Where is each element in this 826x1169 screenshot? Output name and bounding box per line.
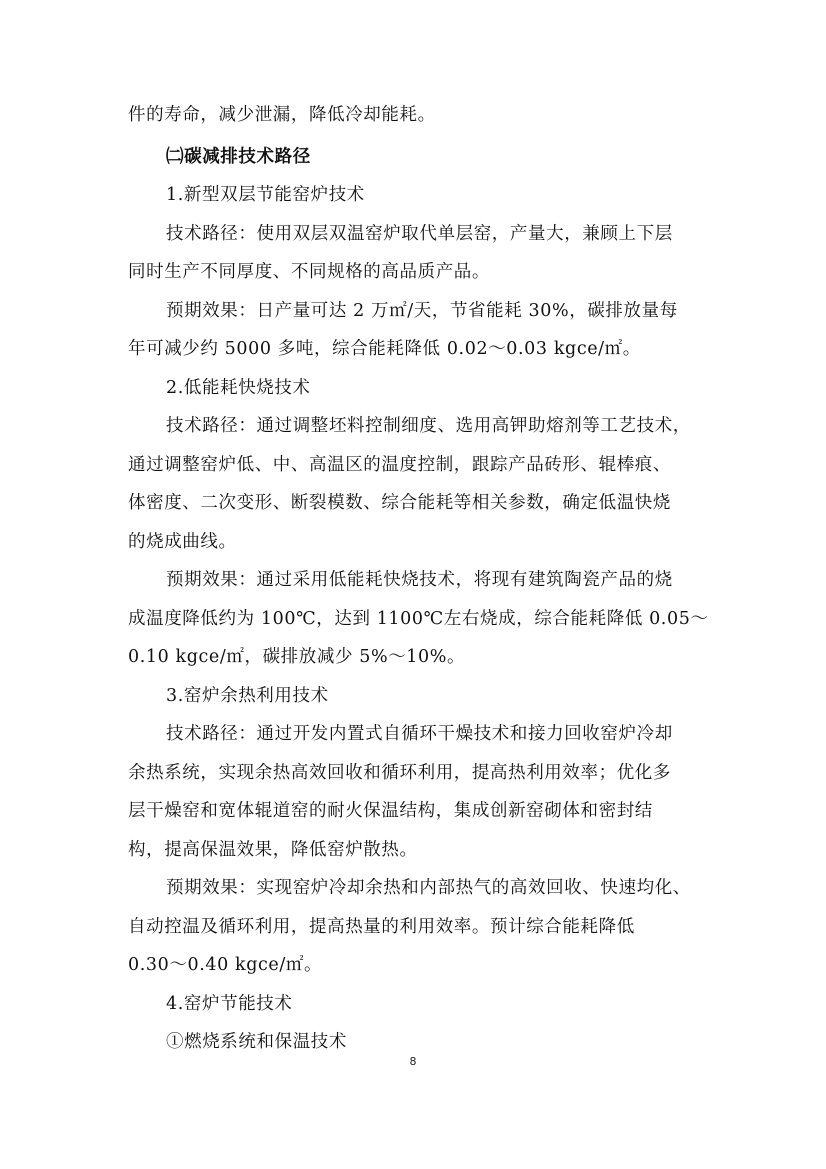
paragraph-line: 通过调整窑炉低、中、高温区的温度控制，跟踪产品砖形、辊棒痕、	[128, 455, 671, 475]
subsection-heading: 4.窑炉节能技术	[166, 994, 293, 1014]
paragraph-line: 年可减少约 5000 多吨，综合能耗降低 0.02～0.03 kgce/㎡。	[128, 339, 641, 359]
section-heading: ㈡碳减排技术路径	[166, 147, 311, 167]
paragraph-line: 余热系统，实现余热高效回收和循环利用，提高热利用效率；优化多	[128, 763, 671, 783]
paragraph-line: 自动控温及循环利用，提高热量的利用效率。预计综合能耗降低	[128, 917, 635, 937]
subsection-heading: 3.窑炉余热利用技术	[166, 686, 329, 706]
paragraph-line: 技术路径：通过开发内置式自循环干燥技术和接力回收窑炉冷却	[166, 724, 673, 744]
list-item: ①燃烧系统和保温技术	[166, 1032, 347, 1052]
subsection-heading: 2.低能耗快烧技术	[166, 378, 311, 398]
paragraph-line: 成温度降低约为 100℃，达到 1100℃左右烧成，综合能耗降低 0.05～	[128, 609, 709, 629]
paragraph-line: 技术路径：使用双层双温窑炉取代单层窑，产量大，兼顾上下层	[166, 224, 673, 244]
paragraph-line: 件的寿命，减少泄漏，降低冷却能耗。	[128, 105, 436, 125]
paragraph-line: 0.30～0.40 kgce/㎡。	[128, 955, 323, 975]
paragraph-line: 预期效果：实现窑炉冷却余热和内部热气的高效回收、快速均化、	[166, 878, 691, 898]
paragraph-line: 技术路径：通过调整坯料控制细度、选用高钾助熔剂等工艺技术，	[166, 416, 691, 436]
paragraph-line: 预期效果：日产量可达 2 万㎡/天，节省能耗 30%，碳排放量每	[166, 301, 678, 321]
page-number: 8	[409, 1055, 417, 1068]
paragraph-line: 的烧成曲线。	[128, 532, 237, 552]
paragraph-line: 同时生产不同厚度、不同规格的高品质产品。	[128, 262, 490, 282]
paragraph-line: 层干燥窑和宽体辊道窑的耐火保温结构，集成创新窑砌体和密封结	[128, 801, 653, 821]
paragraph-line: 构，提高保温效果，降低窑炉散热。	[128, 840, 418, 860]
paragraph-line: 预期效果：通过采用低能耗快烧技术，将现有建筑陶瓷产品的烧	[166, 570, 673, 590]
paragraph-line: 0.10 kgce/㎡，碳排放减少 5%～10%。	[128, 647, 466, 667]
subsection-heading: 1.新型双层节能窑炉技术	[166, 185, 365, 205]
paragraph-line: 体密度、二次变形、断裂模数、综合能耗等相关参数，确定低温快烧	[128, 493, 671, 513]
